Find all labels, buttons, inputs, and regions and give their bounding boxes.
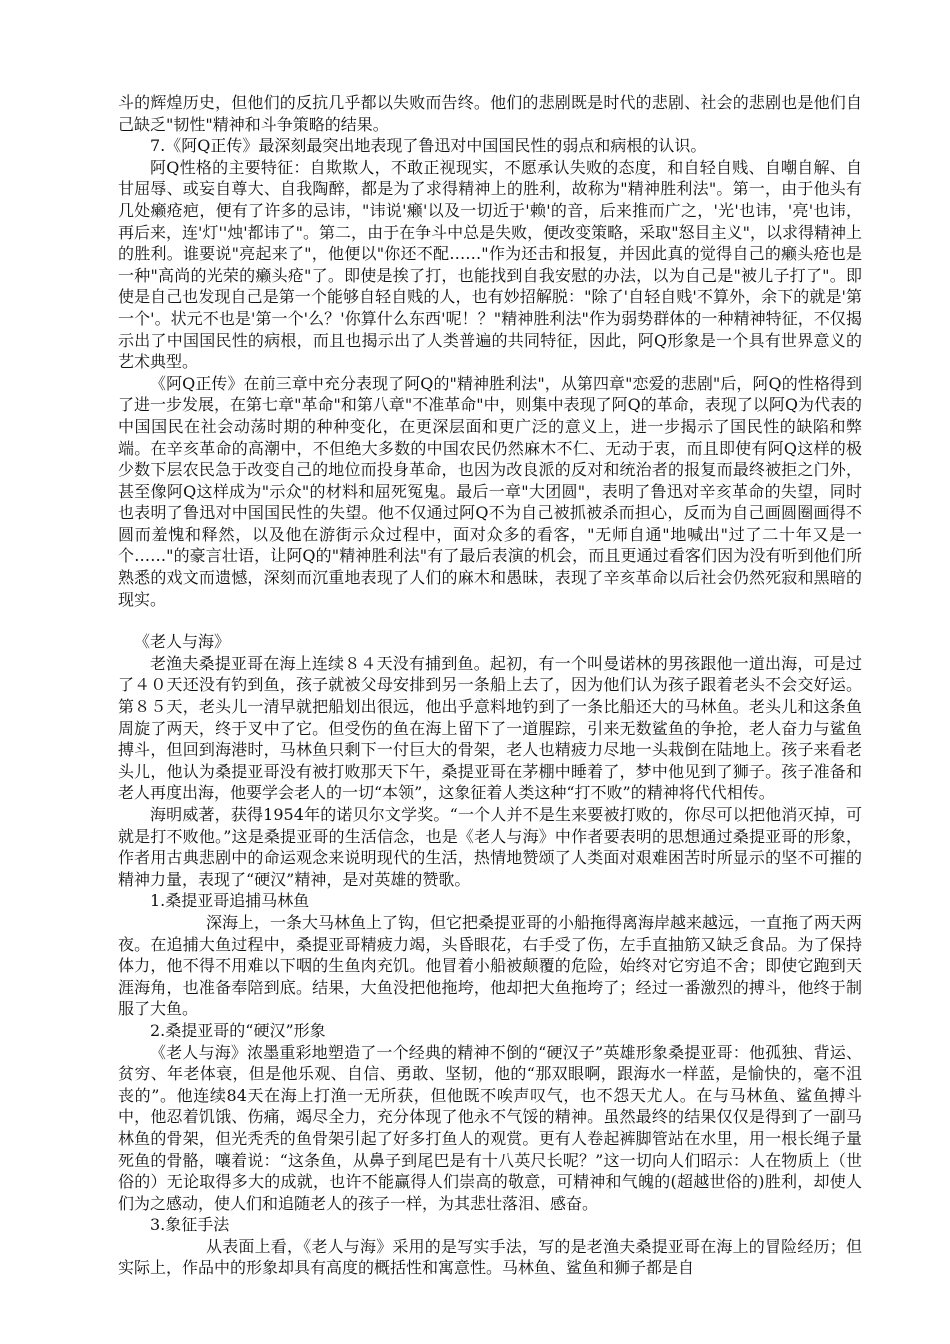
paragraph-4: 《阿Q正传》在前三章中充分表现了阿Q的"精神胜利法"，从第四章"恋爱的悲剧"后，阿Q的性格得到了进一步发展，在第七章"革命"和第八章"不准革命"中，则集中表现了阿Q的革命，表现了以阿Q为代表的中国国民在社会动荡时期的种种变化，在更深层面和更广泛的意义上，进一步揭示了国民性的缺陷和弊端。在辛亥革命的高潮中，不但绝大多数的中国农民仍然麻木不仁、无动于衷，而且即使有阿Q这样的极少数下层农民急于改变自己的地位而投身革命，也因为改良派的反对和统治者的报复而最终被拒之门外，甚至像阿Q这样成为"示众"的材料和屈死冤鬼。最后一章"大团圆"，表明了鲁迅对辛亥革命的失望，同时也表明了鲁迅对中国国民性的失望。他不仅通过阿Q不为自己被抓被杀而担心，反而为自己画圆圈画得不圆而羞愧和释然，以及他在游街示众过程中，面对众多的看客，"无师自通"地喊出"过了二十年又是一个……"的豪言壮语，让阿Q的"精神胜利法"有了最后表演的机会，而且更通过看客们因为没有听到他们所熟悉的戏文而遗憾，深刻而沉重地表现了人们的麻木和愚昧，表现了辛亥革命以后社会仍然死寂和黑暗的现实。 <box>118 373 862 609</box>
paragraph-3: 阿Q性格的主要特征：自欺欺人，不敢正视现实，不愿承认失败的态度，和自轻自贱、自嘲自解、自甘屈辱、或妄自尊大、自我陶醉，都是为了求得精神上的胜利，故称为"精神胜利法"。第一，由于他头有几处癞疮疤，便有了许多的忌讳，"讳说'癞'以及一切近于'赖'的音，后来推而广之，'光'也讳，'亮'也讳，再后来，连'灯''烛'都讳了"。第二，由于在争斗中总是失败，便改变策略，采取"怒目主义"，以求得精神上的胜利。谁要说"亮起来了"，他便以"你还不配……"作为还击和报复，并因此真的觉得自己的癞头疮也是一种"高尚的光荣的癞头疮"了。即使是挨了打，也能找到自我安慰的办法，以为自己是"被儿子打了"。即使是自己也发现自己是第一个能够自轻自贱的人，也有妙招解脱："除了'自轻自贱'不算外，余下的就是'第一个'。状元不也是'第一个'么？'你算什么东西'呢！？"精神胜利法"作为弱势群体的一种精神特征，不仅揭示出了中国国民性的病根，而且也揭示出了人类普遍的共同特征，因此，阿Q形象是一个具有世界意义的艺术典型。 <box>118 157 862 372</box>
paragraph-11: 《老人与海》浓墨重彩地塑造了一个经典的精神不倒的“硬汉子”英雄形象桑提亚哥：他孤独、背运、贫穷、年老体衰，但是他乐观、自信、勇敢、坚韧，他的“那双眼啊，跟海水一样蓝，是愉快的，毫不沮丧的”。他连续84天在海上打渔一无所获，但他既不唉声叹气，也不怨天尤人。在与马林鱼、鲨鱼搏斗中，他忍着饥饿、伤痛，竭尽全力，充分体现了他永不气馁的精神。虽然最终的结果仅仅是得到了一副马林鱼的骨架，但光秃秃的鱼骨架引起了好多打鱼人的观赏。更有人卷起裤脚管站在水里，用一根长绳子量死鱼的骨骼，嚷着说：“这条鱼，从鼻子到尾巴是有十八英尺长呢？”这一切向人们昭示：人在物质上（世俗的）无论取得多大的成就，也许不能赢得人们崇高的敬意，可精神和气魄的(超越世俗的)胜利，却使人们为之感动，使人们和追随老人的孩子一样，为其悲壮落泪、感奋。 <box>118 1042 862 1213</box>
paragraph-7: 海明威著，获得1954年的诺贝尔文学奖。“一个人并不是生来要被打败的，你尽可以把他消灭掉，可就是打不败他。”这是桑提亚哥的生活信念，也是《老人与海》中作者要表明的思想通过桑提亚哥的形象，作者用古典悲剧中的命运观念来说明现代的生活，热情地赞颂了人类面对艰难困苦时所显示的坚不可摧的精神力量，表现了“硬汉”精神，是对英雄的赞歌。 <box>118 805 862 889</box>
subheading-2: 2.桑提亚哥的“硬汉”形象 <box>150 1020 326 1040</box>
subheading-1: 1.桑提亚哥追捕马林鱼 <box>150 891 310 911</box>
paragraph-9: 深海上，一条大马林鱼上了钩，但它把桑提亚哥的小船拖得离海岸越来越远，一直拖了两天两夜。在追捕大鱼过程中，桑提亚哥精疲力竭，头昏眼花，右手受了伤，左手直抽筋又缺乏食品。为了保持体力，他不得不用难以下咽的生鱼肉充饥。他冒着小船被颠覆的危险，始终对它穷追不舍；即使它跑到天涯海角，也准备奉陪到底。结果，大鱼没把他拖垮，他却把大鱼拖垮了；经过一番激烈的搏斗，他终于制服了大鱼。 <box>118 912 863 1019</box>
subheading-3: 3.象征手法 <box>150 1215 230 1235</box>
section-gap <box>118 610 862 631</box>
paragraph-13: 从表面上看，《老人与海》采用的是写实手法，写的是老渔夫桑提亚哥在海上的冒险经历；但实际上，作品中的形象却具有高度的概括性和寓意性。马林鱼、鲨鱼和狮子都是自 <box>118 1236 862 1278</box>
paragraph-1: 斗的辉煌历史，但他们的反抗几乎都以失败而告终。他们的悲剧既是时代的悲剧、社会的悲剧也是他们自己缺乏"韧性"精神和斗争策略的结果。 <box>118 93 862 134</box>
paragraph-2: 7.《阿Q正传》最深刻最突出地表现了鲁迅对中国国民性的弱点和病根的认识。 <box>150 136 707 156</box>
paragraph-6: 老渔夫桑提亚哥在海上连续８４天没有捕到鱼。起初，有一个叫曼诺林的男孩跟他一道出海，可是过了４０天还没有钓到鱼，孩子就被父母安排到另一条船上去了，因为他们认为孩子跟着老头不会交好运。第８５天，老头儿一清早就把船划出很远，他出乎意料地钓到了一条比船还大的马林鱼。老头儿和这条鱼周旋了两天，终于叉中了它。但受伤的鱼在海上留下了一道腥踪，引来无数鲨鱼的争抢，老人奋力与鲨鱼搏斗，但回到海港时，马林鱼只剩下一付巨大的骨架，老人也精疲力尽地一头栽倒在陆地上。孩子来看老头儿，他认为桑提亚哥没有被打败那天下午，桑提亚哥在茅棚中睡着了，梦中他见到了狮子。孩子准备和老人再度出海，他要学会老人的一切“本领”，这象征着人类这种“打不败”的精神将代代相传。 <box>118 653 862 803</box>
section-title: 《老人与海》 <box>134 632 231 652</box>
